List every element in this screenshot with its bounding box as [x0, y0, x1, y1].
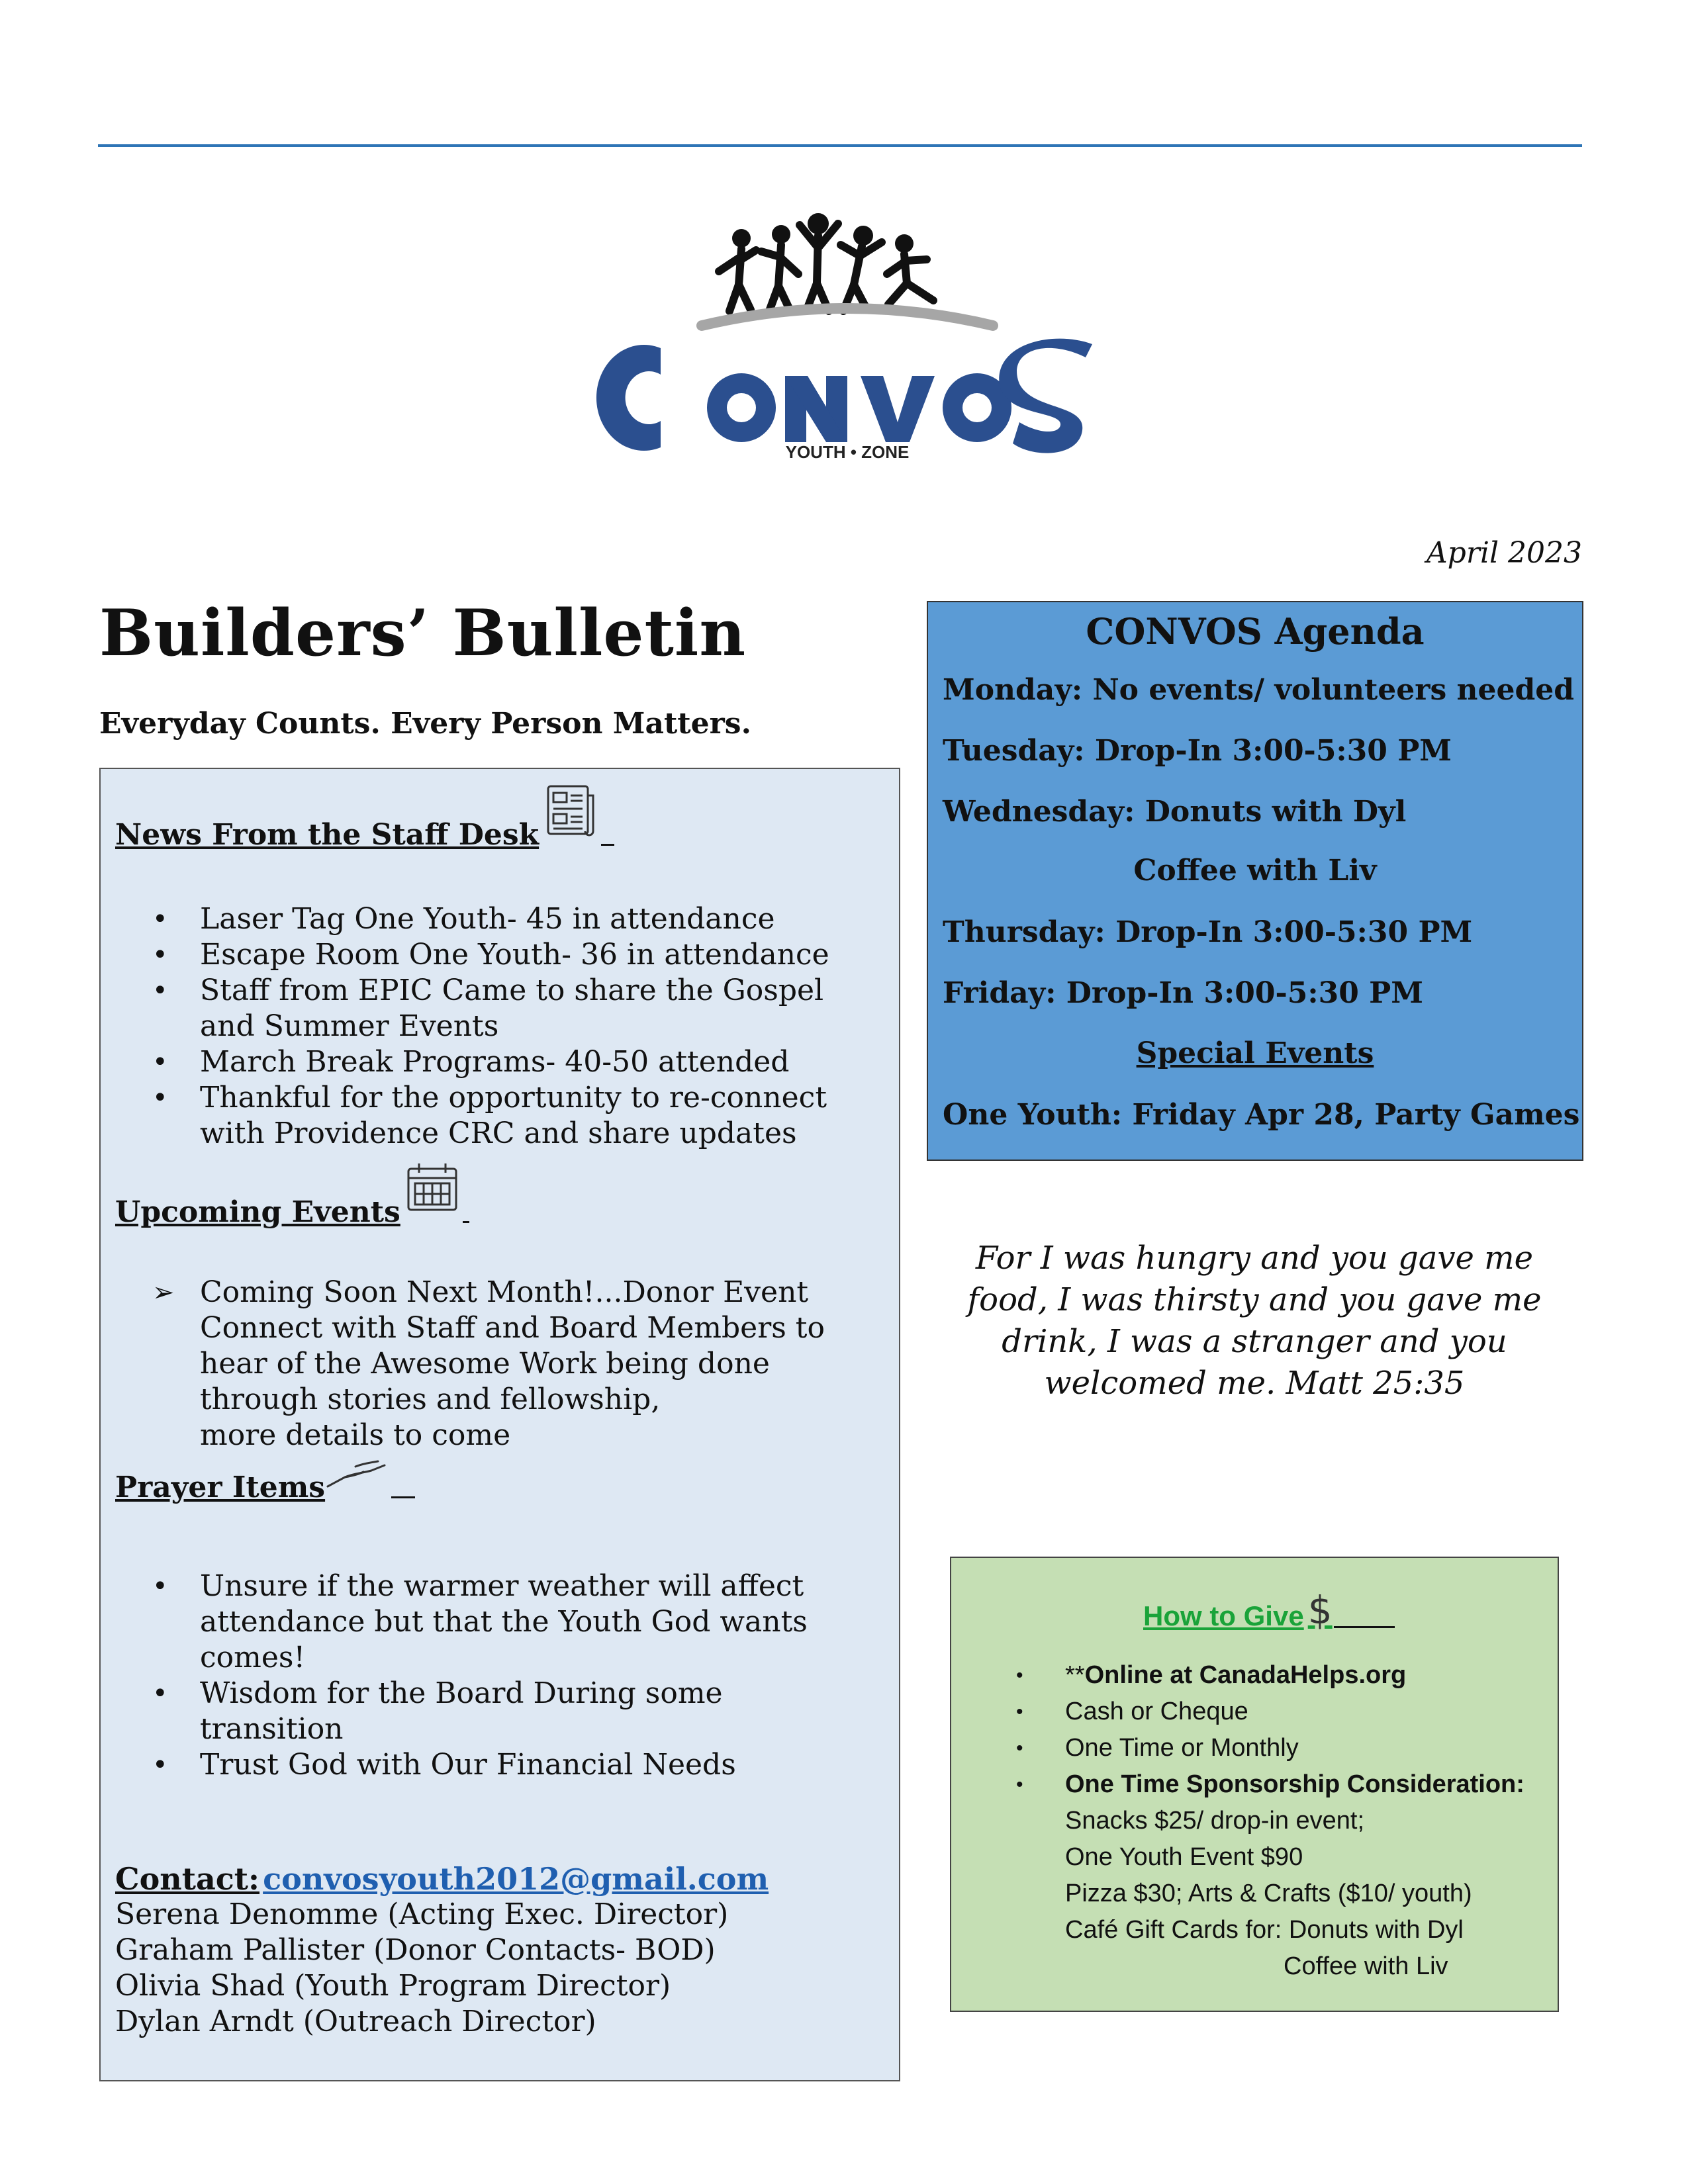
contact-block: [115, 1861, 769, 2040]
list-item: • Unsure if the warmer weather will affect: [152, 1569, 804, 1603]
list-item-continuation: with Providence CRC and share updates: [200, 1116, 797, 1150]
list-item-continuation: more details to come: [200, 1418, 511, 1452]
open-hand-icon: [325, 1457, 389, 1498]
contact-label: Contact:: [115, 1861, 260, 1897]
list-item-continuation: Pizza $30; Arts & Crafts ($10/ youth): [1065, 1880, 1472, 1907]
newspaper-icon: [543, 782, 598, 845]
tagline: Everyday Counts. Every Person Matters.: [99, 707, 751, 741]
issue-date: April 2023: [1426, 536, 1582, 570]
agenda-title: CONVOS Agenda: [1086, 610, 1425, 653]
list-item-continuation: Café Gift Cards for: Donuts with Dyl: [1065, 1916, 1464, 1944]
agenda-wednesday: Wednesday: Donuts with Dyl: [943, 795, 1407, 829]
newsletter-title: Builders’ Bulletin: [99, 596, 747, 670]
calendar-icon: [404, 1160, 460, 1222]
give-list: [951, 1657, 1558, 1985]
list-item: • March Break Programs- 40-50 attended: [152, 1045, 790, 1079]
news-list: [101, 901, 899, 1152]
list-item: • Laser Tag One Youth- 45 in attendance: [152, 902, 775, 936]
list-item: • Thankful for the opportunity to re-connect: [152, 1081, 827, 1115]
news-heading: News From the Staff Desk: [115, 782, 614, 852]
staff-desk-panel: [99, 768, 900, 2081]
list-item-continuation: hear of the Awesome Work being done: [200, 1347, 770, 1381]
agenda-thursday: Thursday: Drop-In 3:00-5:30 PM: [943, 915, 1473, 949]
list-item-continuation: comes!: [200, 1641, 306, 1674]
contact-person: Dylan Arndt (Outreach Director): [115, 2005, 596, 2038]
upcoming-list: [101, 1275, 899, 1453]
prayer-list: [101, 1569, 899, 1783]
agenda-monday: Monday: No events/ volunteers needed: [943, 673, 1575, 707]
special-events-heading: Special Events: [1136, 1036, 1374, 1070]
list-item-continuation: Snacks $25/ drop-in event;: [1065, 1807, 1365, 1835]
list-item-continuation: One Youth Event $90: [1065, 1843, 1303, 1871]
list-item: • **Online at CanadaHelps.org: [1016, 1661, 1407, 1689]
contact-email-link[interactable]: convosyouth2012@gmail.com: [263, 1861, 769, 1897]
list-item-continuation: and Summer Events: [200, 1009, 499, 1043]
list-item-continuation: through stories and fellowship,: [200, 1383, 661, 1416]
list-item: • Cash or Cheque: [1016, 1698, 1248, 1725]
prayer-heading: Prayer Items: [115, 1457, 415, 1504]
list-item-continuation: Coffee with Liv: [1284, 1952, 1448, 1980]
contact-person: Olivia Shad (Youth Program Director): [115, 1969, 671, 2003]
list-item: • Staff from EPIC Came to share the Gospel: [152, 974, 824, 1007]
top-rule: [98, 144, 1582, 147]
how-to-give-heading: How to Give $: [1143, 1591, 1395, 1632]
contact-person: Serena Denomme (Acting Exec. Director): [115, 1897, 729, 1931]
how-to-give-panel: [950, 1557, 1559, 2012]
list-item-continuation: transition: [200, 1712, 344, 1746]
upcoming-heading: Upcoming Events: [115, 1160, 469, 1229]
list-item-continuation: Connect with Staff and Board Members to: [200, 1311, 825, 1345]
logo-subtitle: YOUTH • ZONE: [785, 442, 910, 462]
list-item: • One Time or Monthly: [1016, 1734, 1299, 1762]
dollar-icon: $: [1307, 1588, 1333, 1633]
agenda-panel: [927, 601, 1583, 1161]
scripture-quote: For I was hungry and you gave me food, I was thirsty and you gave me drink, I was a stranger and you welcomed me. Matt 25:35: [967, 1240, 1542, 1402]
agenda-wednesday-extra: Coffee with Liv: [1133, 854, 1377, 887]
list-item: • Escape Room One Youth- 36 in attendance: [152, 938, 829, 972]
list-item: ➢ Coming Soon Next Month!...Donor Event: [152, 1275, 809, 1309]
list-item: • One Time Sponsorship Consideration:: [1016, 1770, 1524, 1798]
agenda-friday: Friday: Drop-In 3:00-5:30 PM: [943, 976, 1423, 1010]
contact-person: Graham Pallister (Donor Contacts- BOD): [115, 1933, 716, 1967]
agenda-tuesday: Tuesday: Drop-In 3:00-5:30 PM: [943, 734, 1452, 768]
special-event-item: One Youth: Friday Apr 28, Party Games: [943, 1098, 1580, 1132]
list-item: • Wisdom for the Board During some: [152, 1676, 723, 1710]
convos-logo: [583, 212, 1112, 463]
list-item-continuation: attendance but that the Youth God wants: [200, 1605, 808, 1639]
list-item: • Trust God with Our Financial Needs: [152, 1748, 736, 1782]
